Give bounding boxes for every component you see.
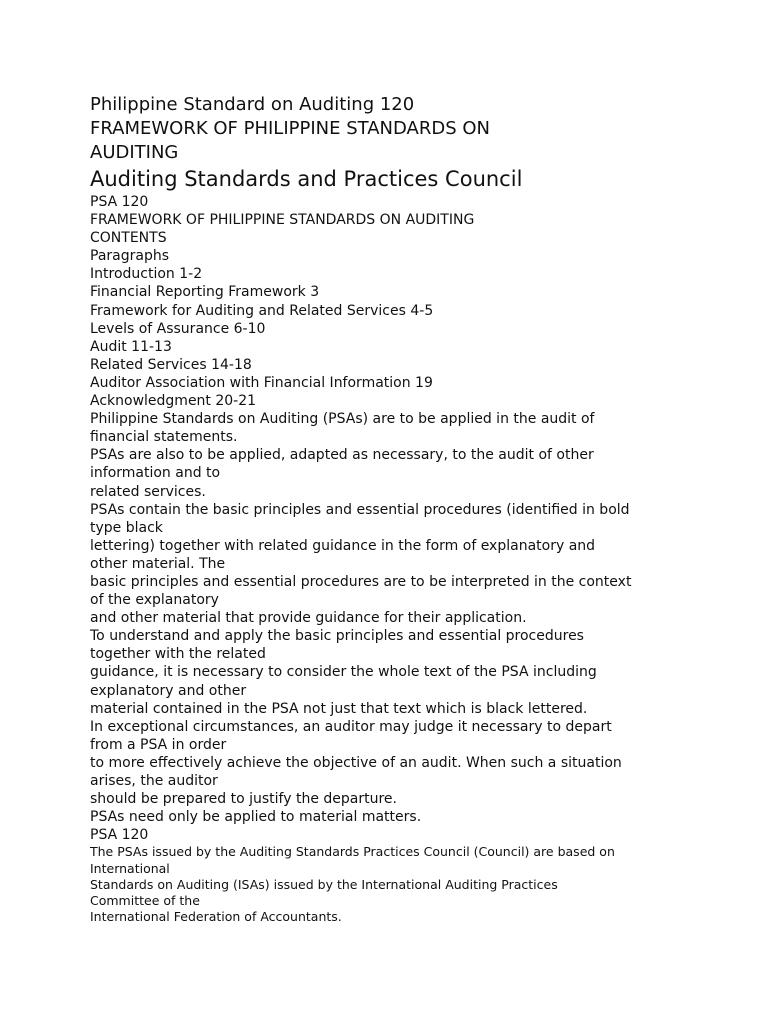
- text-line: To understand and apply the basic principles and essential procedures: [90, 628, 584, 645]
- text-line: financial statements.: [90, 429, 238, 446]
- text-line: information and to: [90, 465, 221, 482]
- text-line: Philippine Standards on Auditing (PSAs) are to be applied in the audit of: [90, 411, 595, 428]
- text-line: PSA 120: [90, 194, 149, 210]
- text-line: PSA 120: [90, 827, 149, 844]
- text-line: should be prepared to justify the departure.: [90, 791, 397, 808]
- footnote: [90, 844, 690, 925]
- text-line: of the explanatory: [90, 592, 219, 609]
- text-line: Paragraphs: [90, 248, 170, 265]
- document-body: [90, 193, 690, 844]
- footnote-line: Standards on Auditing (ISAs) issued by the International Auditing Practices: [90, 876, 558, 892]
- text-line: to more effectively achieve the objective of an audit. When such a situation: [90, 754, 622, 771]
- document-page: [90, 93, 690, 925]
- text-line: from a PSA in order: [90, 736, 227, 753]
- toc-entry: Audit 11-13: [90, 338, 172, 355]
- text-line: CONTENTS: [90, 230, 167, 247]
- footnote-line: International: [90, 860, 170, 876]
- text-line: basic principles and essential procedures are to be interpreted in the context: [90, 573, 632, 590]
- footnote-line: Committee of the: [90, 892, 200, 908]
- toc-entry: Introduction 1-2: [90, 266, 203, 283]
- document-title: [90, 93, 690, 165]
- text-line: type black: [90, 519, 163, 536]
- toc-entry: Levels of Assurance 6-10: [90, 320, 266, 337]
- title-line: Philippine Standard on Auditing 120: [90, 94, 415, 115]
- text-line: material contained in the PSA not just that text which is black lettered.: [90, 700, 588, 717]
- footnote-line: The PSAs issued by the Auditing Standards Practices Council (Council) are based on: [90, 844, 615, 860]
- toc-entry: Acknowledgment 20-21: [90, 393, 257, 410]
- text-line: In exceptional circumstances, an auditor may judge it necessary to depart: [90, 718, 612, 735]
- text-line: explanatory and other: [90, 682, 247, 699]
- text-line: PSAs need only be applied to material matters.: [90, 809, 422, 826]
- text-line: PSAs contain the basic principles and essential procedures (identified in bold: [90, 501, 630, 518]
- text-line: FRAMEWORK OF PHILIPPINE STANDARDS ON AUDITING: [90, 212, 475, 229]
- text-line: and other material that provide guidance for their application.: [90, 610, 527, 627]
- toc-entry: Framework for Auditing and Related Services 4-5: [90, 302, 434, 319]
- text-line: lettering) together with related guidance in the form of explanatory and: [90, 537, 596, 554]
- text-line: arises, the auditor: [90, 773, 218, 789]
- toc-entry: Related Services 14-18: [90, 356, 252, 373]
- text-line: other material. The: [90, 555, 226, 572]
- text-line: related services.: [90, 483, 206, 500]
- text-line: guidance, it is necessary to consider the whole text of the PSA including: [90, 664, 597, 681]
- toc-entry: Financial Reporting Framework 3: [90, 284, 320, 301]
- title-line: FRAMEWORK OF PHILIPPINE STANDARDS ON: [90, 118, 491, 139]
- footnote-line: International Federation of Accountants.: [90, 909, 342, 925]
- title-line: AUDITING: [90, 142, 179, 163]
- text-line: PSAs are also to be applied, adapted as necessary, to the audit of other: [90, 447, 594, 464]
- text-line: together with the related: [90, 646, 266, 663]
- toc-entry: Auditor Association with Financial Information 19: [90, 374, 433, 391]
- council-heading: Auditing Standards and Practices Council: [90, 167, 523, 191]
